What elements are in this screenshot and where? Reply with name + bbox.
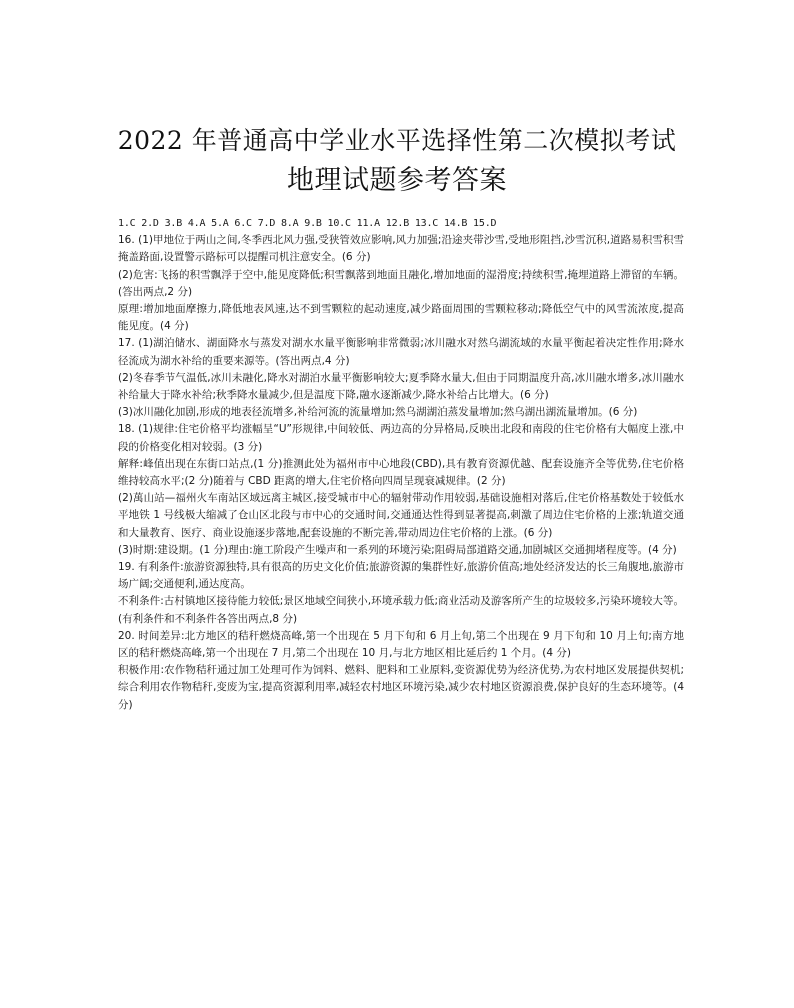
- choice-answers: 1.C 2.D 3.B 4.A 5.A 6.C 7.D 8.A 9.B 10.C 11.A 12.B 13.C 14.B 15.D: [118, 218, 497, 229]
- answer-paragraph-17-2: (2)冬春季节气温低,冰川未融化,降水对湖泊水量平衡影响较大;夏季降水量大,但由于同期温度升高,冰川融水增多,冰川融水补给量大于降水补给;秋季降水量减少,但是温度下降,融水逐渐减少,降水补给占比增大。(6 分): [118, 371, 684, 402]
- answer-paragraph-19-unfavorable: 不利条件:古村镇地区接待能力较低;景区地域空间狭小,环境承载力低;商业活动及游客所产生的垃圾较多,污染环境较大等。(有利条件和不利条件各答出两点,8 分): [118, 595, 684, 625]
- answer-paragraph-17-1: 17. (1)湖泊储水、湖面降水与蒸发对湖水水量平衡影响非常微弱;冰川融水对然乌湖流域的水量平衡起着决定性作用;降水径流成为湖水补给的重要来源等。(答出两点,4 分): [118, 337, 684, 367]
- answer-paragraph-19-favorable: 19. 有利条件:旅游资源独特,具有很高的历史文化价值;旅游资源的集群性好,旅游价值高;地处经济发达的长三角腹地,旅游市场广阔;交通便利,通达度高。: [118, 561, 684, 591]
- answer-paragraph-16-principle: 原理:增加地面摩擦力,降低地表风速,达不到雪颗粒的起动速度,减少路面周围的雪颗粒移动;降低空气中的风雪流浓度,提高能见度。(4 分): [118, 303, 684, 333]
- answer-paragraph-18-3: (3)时期:建设期。(1 分)理由:施工阶段产生噪声和一系列的环境污染;阻碍局部道路交通,加剧城区交通拥堵程度等。(4 分): [118, 543, 677, 556]
- answer-paragraph-20-positive: 积极作用:农作物秸秆通过加工处理可作为饲料、燃料、肥料和工业原料,变资源优势为经济优势,为农村地区发展提供契机;综合利用农作物秸秆,变废为宝,提高资源利用率,减轻农村地区环境污染,减少农村地区资源浪费,保护良好的生态环境等。(4 分): [118, 664, 684, 711]
- answer-paragraph-20-time: 20. 时间差异:北方地区的秸秆燃烧高峰,第一个出现在 5 月下旬和 6 月上旬,第二个出现在 9 月下旬和 10 月上旬;南方地区的秸秆燃烧高峰,第一个出现在 7 月,第二个出现在 10 月,与北方地区相比延后约 1 个月。(4 分): [118, 629, 684, 660]
- answer-paragraph-18-2: (2)萬山站—福州火车南站区域远离主城区,接受城市中心的辐射带动作用较弱,基础设施相对落后,住宅价格基数处于较低水平地铁 1 号线极大缩减了仓山区北段与市中心的交通时间,交通通达性得到显著提高,刺激了周边住宅价格的上涨;轨道交通和大量教育、医疗、商业设施逐步落地,配套设施的不断完善,带动周边住宅价格的上涨。(6 分): [118, 492, 684, 539]
- answer-body: [118, 215, 684, 714]
- answer-paragraph-16-1: 16. (1)甲地位于两山之间,冬季西北风力强,受狭管效应影响,风力加强;沿途夹带沙雪,受地形阻挡,沙雪沉积,道路易积雪积雪掩盖路面,设置警示路标可以提醒司机注意安全。(6 分): [118, 234, 684, 264]
- page-title: 2022 年普通高中学业水平选择性第二次模拟考试: [117, 126, 677, 155]
- answer-paragraph-18-explain: 解释:峰值出现在东街口站点,(1 分)推测此处为福州市中心地段(CBD),具有教育资源优越、配套设施齐全等优势,住宅价格维持较高水平;(2 分)随着与 CBD 距离的增大,住宅价格向四周呈现衰减规律。(2 分): [118, 457, 684, 488]
- answer-paragraph-17-3: (3)冰川融化加剧,形成的地表径流增多,补给河流的流量增加;然乌湖湖泊蒸发量增加;然乌湖出湖流量增加。(6 分): [118, 406, 638, 419]
- page-subtitle: 地理试题参考答案: [287, 165, 507, 196]
- answer-paragraph-18-1: 18. (1)规律:住宅价格平均涨幅呈“U”形规律,中间较低、两边高的分异格局,反映出北段和南段的住宅价格有大幅度上涨,中段的价格变化相对较弱。(3 分): [118, 423, 684, 453]
- answer-paragraph-16-2: (2)危害:飞扬的积雪飘浮于空中,能见度降低;积雪飘落到地面且融化,增加地面的湿滑度;持续积雪,掩埋道路上滞留的车辆。(答出两点,2 分): [118, 268, 684, 298]
